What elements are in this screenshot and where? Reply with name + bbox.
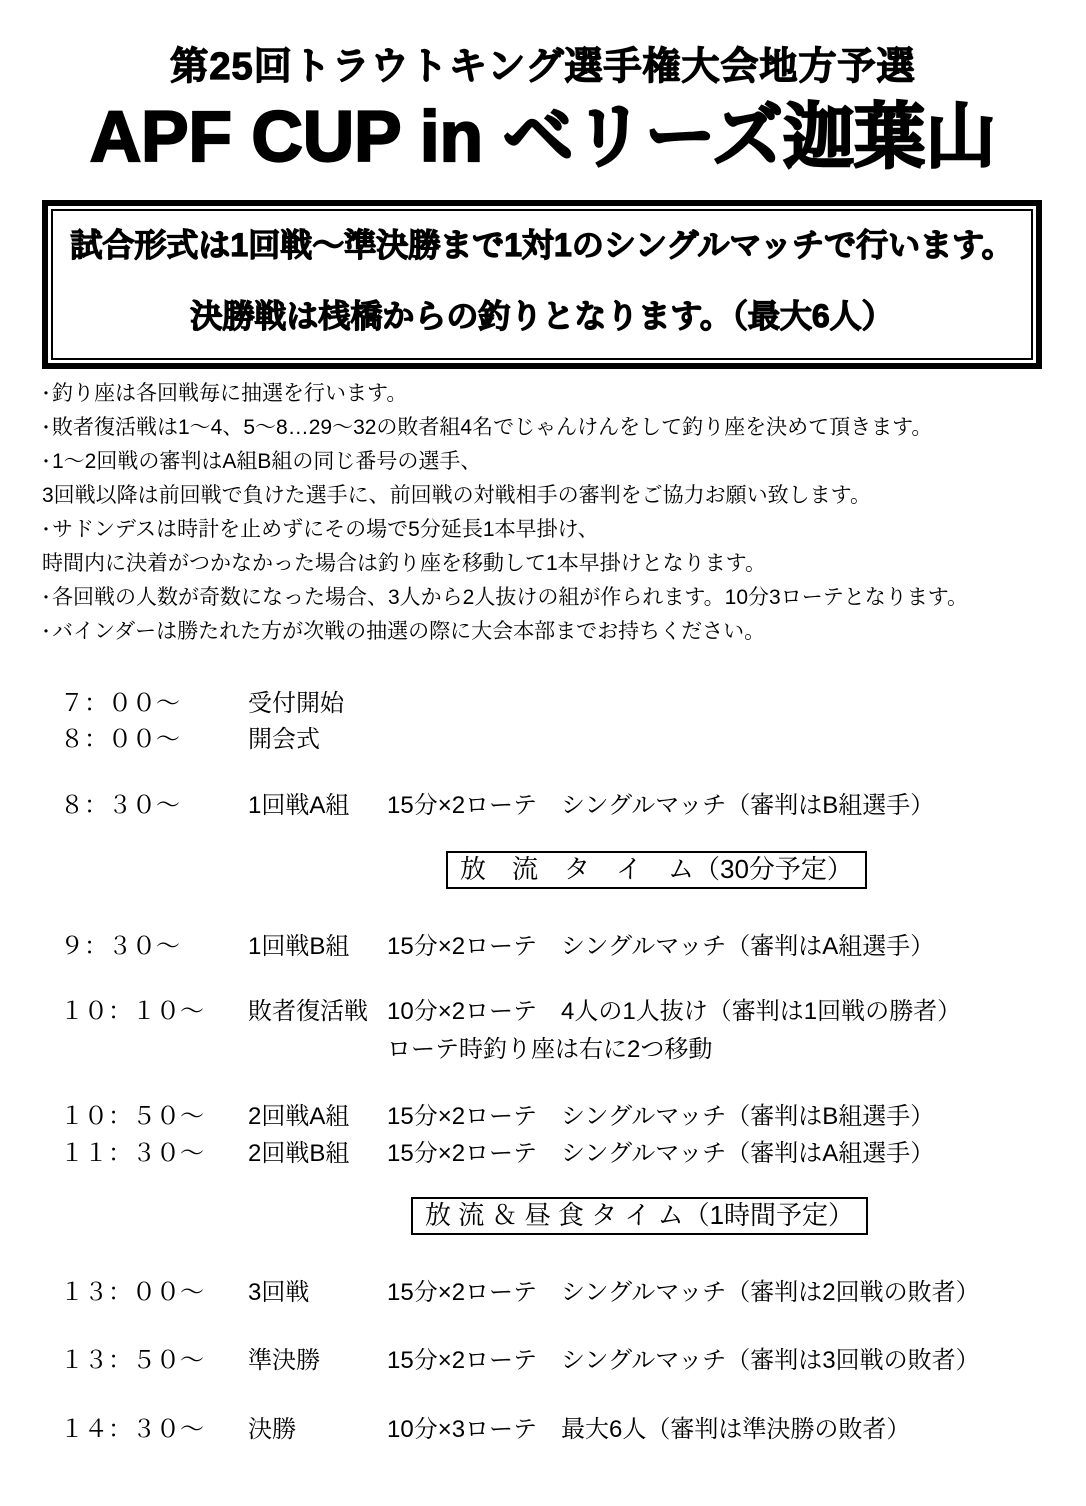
schedule-time: ９：３０～ <box>60 933 180 960</box>
break-row <box>446 851 1086 889</box>
note-line-continuation <box>0 547 1086 581</box>
note-line-continuation <box>0 479 1086 513</box>
schedule-time: １０：５０～ <box>60 1103 204 1130</box>
stocking-break-box: 放 流 タ イ ム（30分予定） <box>446 851 867 889</box>
schedule-detail <box>387 725 1086 755</box>
notes-list <box>0 377 1086 649</box>
schedule-event: 3回戦 <box>248 1279 310 1306</box>
schedule-detail <box>387 689 1086 719</box>
bullet-marker: ・ <box>37 384 55 404</box>
schedule-event: 1回戦A組 <box>248 792 350 819</box>
note-text: 時間内に決着がつかなかった場合は釣り座を移動して1本早掛けとなります。 <box>42 552 766 575</box>
match-format-box-inner <box>51 209 1033 360</box>
schedule-row <box>0 1346 1086 1376</box>
schedule-event: 開会式 <box>248 726 320 753</box>
schedule-row <box>0 1278 1086 1308</box>
schedule-detail: 15分×2ローテ シングルマッチ（審判は3回戦の敗者） <box>387 1347 980 1374</box>
schedule-detail: 15分×2ローテ シングルマッチ（審判はB組選手） <box>387 792 935 819</box>
schedule-time: １３：５０～ <box>60 1347 204 1374</box>
schedule-detail: 10分×3ローテ 最大6人（審判は準決勝の敗者） <box>387 1416 911 1443</box>
break-row <box>411 1197 1086 1235</box>
schedule-time: １０：１０～ <box>60 998 204 1025</box>
bullet-marker: ・ <box>37 418 55 438</box>
schedule-event: 決勝 <box>248 1416 296 1443</box>
note-text: 釣り座は各回戦毎に抽選を行います。 <box>52 382 408 405</box>
schedule-time: ８：３０～ <box>60 792 180 819</box>
format-line-1: 試合形式は1回戦～準決勝まで1対1のシングルマッチで行います。 <box>70 227 1014 263</box>
note-text: バインダーは勝たれた方が次戦の抽選の際に大会本部までお持ちください。 <box>52 620 766 643</box>
note-text: サドンデスは時計を止めずにその場で5分延長1本早掛け、 <box>52 518 599 541</box>
schedule-row <box>0 997 1086 1027</box>
lunch-break-box: 放 流 ＆ 昼 食 タ イ ム（1時間予定） <box>411 1197 868 1235</box>
schedule-event: 受付開始 <box>248 690 344 717</box>
schedule-event: 敗者復活戦 <box>248 998 368 1025</box>
bullet-marker: ・ <box>37 520 55 540</box>
note-text: 3回戦以降は前回戦で負けた選手に、前回戦の対戦相手の審判をご協力お願い致します。 <box>42 484 871 507</box>
schedule-time: ８：００～ <box>60 726 180 753</box>
note-text: 1～2回戦の審判はA組B組の同じ番号の選手、 <box>52 450 482 473</box>
bullet-marker: ・ <box>37 622 55 642</box>
schedule-detail: 15分×2ローテ シングルマッチ（審判は2回戦の敗者） <box>387 1279 980 1306</box>
note-line <box>0 615 1086 649</box>
note-text: 敗者復活戦は1～4、5～8…29～32の敗者組4名でじゃんけんをして釣り座を決めて頂きます。 <box>52 416 933 439</box>
note-line <box>0 513 1086 547</box>
schedule-detail: 15分×2ローテ シングルマッチ（審判はB組選手） <box>387 1103 935 1130</box>
schedule-detail: 10分×2ローテ 4人の1人抜け（審判は1回戦の勝者） <box>387 998 962 1025</box>
schedule-row <box>0 689 1086 719</box>
schedule-row <box>0 932 1086 962</box>
event-subtitle: 第25回トラウトキング選手権大会地方予選 <box>170 46 916 88</box>
schedule-detail: 15分×2ローテ シングルマッチ（審判はA組選手） <box>387 933 935 960</box>
note-text: 各回戦の人数が奇数になった場合、3人から2人抜けの組が作られます。10分3ローテとなります。 <box>52 586 969 609</box>
schedule-event: 2回戦A組 <box>248 1103 350 1130</box>
schedule-detail-continuation: ローテ時釣り座は右に2つ移動 <box>387 1036 713 1063</box>
schedule-row <box>0 1102 1086 1132</box>
schedule-detail: 15分×2ローテ シングルマッチ（審判はA組選手） <box>387 1140 935 1167</box>
bullet-marker: ・ <box>37 588 55 608</box>
schedule-event: 2回戦B組 <box>248 1140 350 1167</box>
note-line <box>0 445 1086 479</box>
schedule-event: 準決勝 <box>248 1347 320 1374</box>
schedule-time: ７：００～ <box>60 690 180 717</box>
schedule-row <box>0 725 1086 755</box>
schedule-row <box>0 1139 1086 1169</box>
schedule-event: 1回戦B組 <box>248 933 350 960</box>
format-line-2: 決勝戦は桟橋からの釣りとなります。（最大6人） <box>190 298 894 334</box>
schedule-section <box>0 689 1086 1445</box>
schedule-time: １３：００～ <box>60 1279 204 1306</box>
note-line <box>0 411 1086 445</box>
note-line <box>0 377 1086 411</box>
note-line <box>0 581 1086 615</box>
match-format-box <box>42 200 1042 369</box>
schedule-time: １１：３０～ <box>60 1140 204 1167</box>
event-title: APF CUP in ベリーズ迦葉山 <box>89 98 997 177</box>
bullet-marker: ・ <box>37 452 55 472</box>
schedule-row <box>0 1415 1086 1445</box>
schedule-row <box>0 791 1086 821</box>
schedule-time: １４：３０～ <box>60 1416 204 1443</box>
